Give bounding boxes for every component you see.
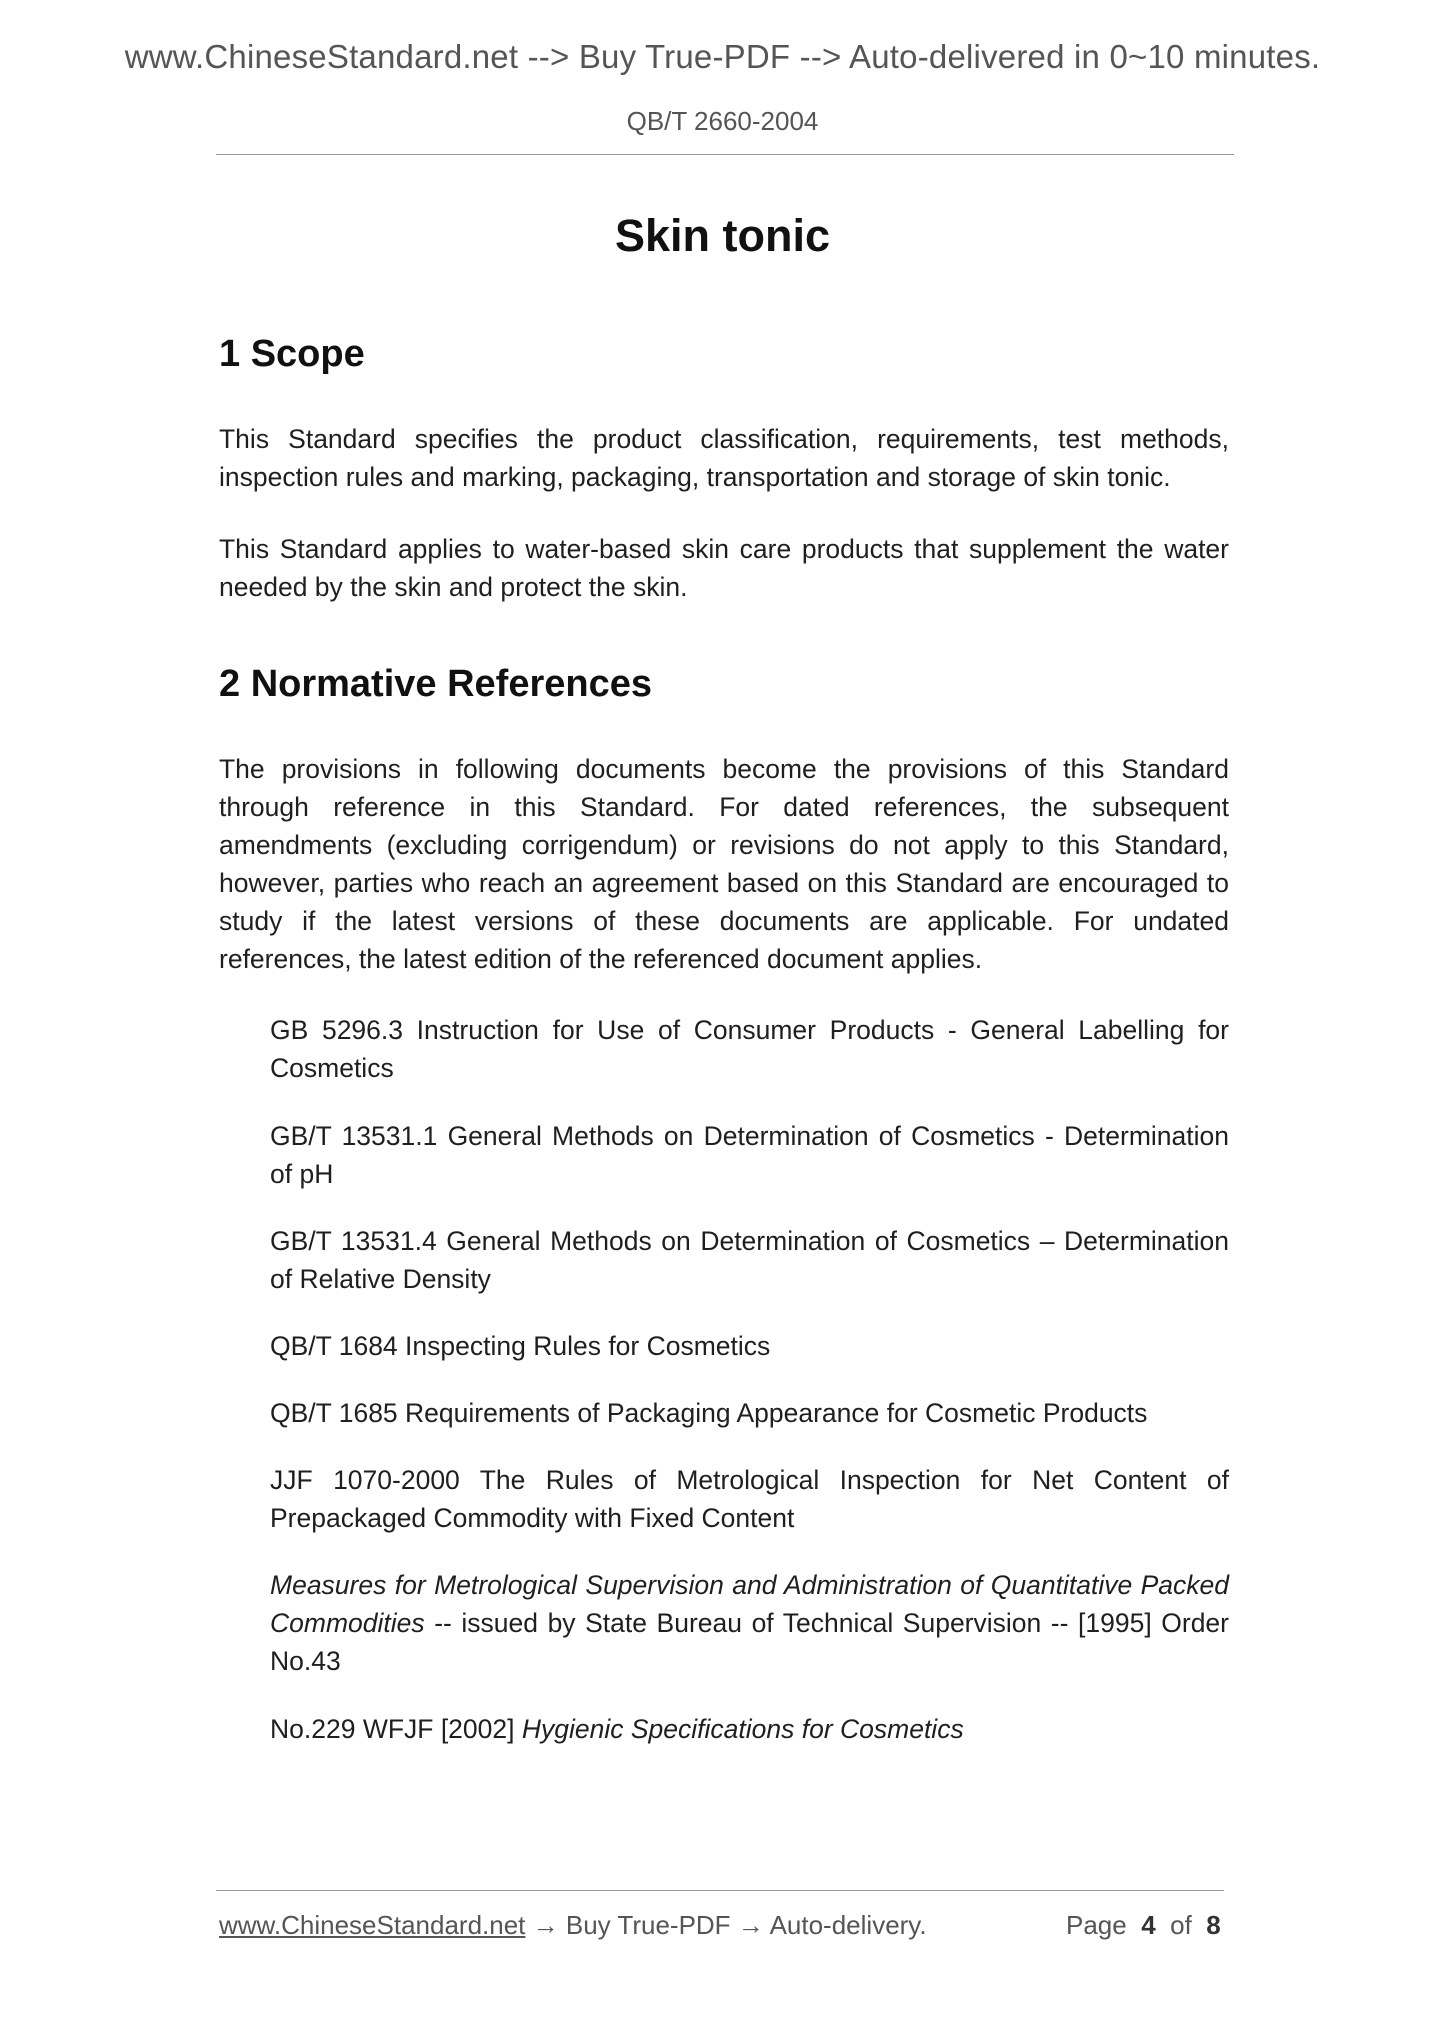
references-intro-paragraph: The provisions in following documents become the provisions of this Standard through reference in this Standard. For dated references, the subsequent amendments (excluding corrigendum) or revisions do not apply to this Standard, however, parties who reach an agreement based on this Standard are encouraged to study if the latest versions of these documents are applicable. For undated references, the latest edition of the referenced document applies.: [219, 754, 1229, 974]
header-divider: [216, 154, 1234, 155]
measures-title: Measures for Metrological Supervision and Administration of Quantitative Packed Commodities: [270, 1570, 1229, 1638]
section-heading-scope: 1 Scope: [219, 333, 365, 375]
standard-code: QB/T 2660-2004: [626, 106, 819, 136]
page-total: 8: [1206, 1910, 1221, 1940]
hygienic-title: Hygienic Specifications for Cosmetics: [521, 1714, 964, 1744]
document-title: Skin tonic: [614, 210, 831, 261]
footer-site-link[interactable]: www.ChineseStandard.net: [219, 1910, 526, 1940]
footer-promo: [219, 1910, 927, 1941]
reference-item: GB/T 13531.1 General Methods on Determination of Cosmetics - Determination of pH: [270, 1121, 1229, 1189]
reference-item: GB/T 13531.4 General Methods on Determination of Cosmetics – Determination of Relative Density: [270, 1226, 1229, 1294]
section-heading-normative-references: 2 Normative References: [219, 663, 652, 705]
measures-issuer: -- issued by State Bureau of Technical Supervision -- [1995] Order No.43: [270, 1608, 1229, 1676]
header-banner: www.ChineseStandard.net --> Buy True-PDF --> Auto-delivered in 0~10 minutes.: [124, 38, 1321, 75]
hygienic-prefix: No.229 WFJF [2002]: [270, 1714, 522, 1744]
reference-item-hygienic: [270, 1710, 1229, 1748]
footer-tagline: → Buy True-PDF → Auto-delivery.: [525, 1910, 927, 1940]
reference-item: GB 5296.3 Instruction for Use of Consumer Products - General Labelling for Cosmetics: [270, 1015, 1229, 1083]
footer-divider: [216, 1890, 1224, 1891]
reference-item-measures: [270, 1566, 1229, 1680]
scope-paragraph-1: This Standard specifies the product classification, requirements, test methods, inspection rules and marking, packaging, transportation and storage of skin tonic.: [219, 424, 1229, 492]
reference-item: QB/T 1685 Requirements of Packaging Appearance for Cosmetic Products: [270, 1398, 1148, 1428]
page-current: 4: [1141, 1910, 1156, 1940]
page-of: of: [1170, 1910, 1192, 1940]
reference-item: QB/T 1684 Inspecting Rules for Cosmetics: [270, 1331, 771, 1361]
page-indicator: [1066, 1910, 1221, 1941]
scope-paragraph-2: This Standard applies to water-based skin care products that supplement the water needed by the skin and protect the skin.: [219, 534, 1229, 602]
reference-item: JJF 1070-2000 The Rules of Metrological Inspection for Net Content of Prepackaged Commodity with Fixed Content: [270, 1465, 1229, 1533]
page-word: Page: [1066, 1910, 1127, 1940]
